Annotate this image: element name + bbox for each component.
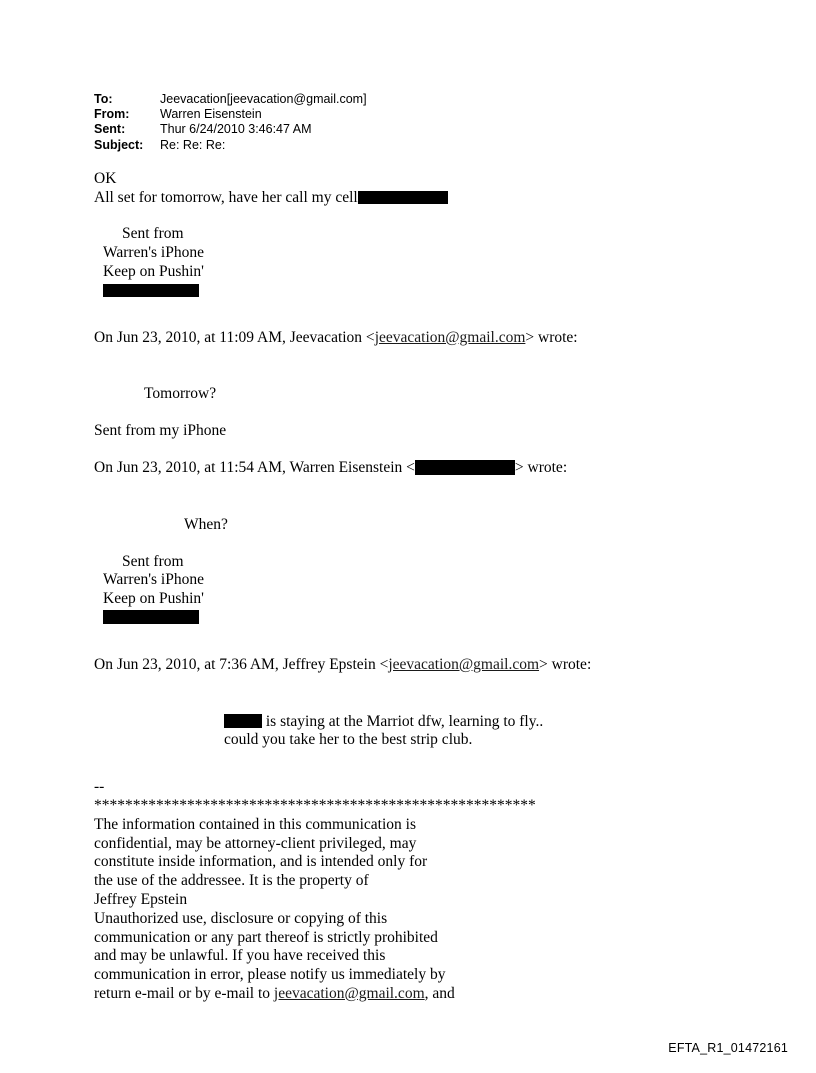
- disclaimer-block: [94, 816, 734, 1004]
- disclaimer-line: Unauthorized use, disclosure or copying of this: [94, 909, 388, 927]
- disclaimer-last-post: , and: [424, 984, 455, 1002]
- signature-block-2: [94, 553, 734, 628]
- quote-header-3-email[interactable]: jeevacation@gmail.com: [388, 655, 540, 673]
- redaction-box-email-2: [415, 460, 515, 475]
- header-row-from: [94, 107, 734, 122]
- header-label-to: To:: [94, 92, 113, 106]
- quote-header-3-pre: On Jun 23, 2010, at 7:36 AM, Jeffrey Epstein <: [94, 655, 389, 673]
- body-line-all-set: [94, 189, 734, 208]
- signature-1-line-1: Sent from: [122, 225, 184, 243]
- header-row-to: [94, 92, 734, 107]
- quote-header-1-post: > wrote:: [525, 328, 578, 346]
- sent-from-iphone: Sent from my iPhone: [94, 422, 227, 440]
- redaction-box-name: [224, 714, 262, 728]
- quote-header-1: [94, 329, 734, 348]
- header-row-sent: [94, 122, 734, 137]
- quote-header-1-email[interactable]: jeevacation@gmail.com: [374, 328, 526, 346]
- body-line-all-set-text: All set for tomorrow, have her call my cell: [94, 188, 358, 206]
- quote-header-1-pre: On Jun 23, 2010, at 11:09 AM, Jeevacation <: [94, 328, 375, 346]
- signature-1-line-3: Keep on Pushin': [103, 263, 204, 280]
- disclaimer-line: Jeffrey Epstein: [94, 890, 188, 908]
- disclaimer-line: the use of the addressee. It is the property of: [94, 872, 369, 890]
- header-value-sent: Thur 6/24/2010 3:46:47 AM: [160, 122, 312, 137]
- quote-header-2-pre: On Jun 23, 2010, at 11:54 AM, Warren Eisenstein <: [94, 458, 415, 476]
- redaction-box-phone: [358, 191, 448, 204]
- email-content: [94, 92, 734, 1004]
- header-label-from: From:: [94, 107, 130, 122]
- email-header: [94, 92, 734, 153]
- disclaimer-line-last: [94, 985, 734, 1004]
- quoted-message-3-line-2: could you take her to the best strip club.: [224, 731, 473, 749]
- disclaimer-line: communication in error, please notify us immediately by: [94, 966, 446, 984]
- disclaimer-email-link[interactable]: jeevacation@gmail.com: [273, 984, 425, 1002]
- signature-1-line-2: Warren's iPhone: [103, 244, 204, 262]
- signature-block-1: [94, 225, 734, 300]
- body-line-ok: OK: [94, 169, 117, 187]
- header-row-subject: [94, 138, 734, 153]
- header-label-sent: Sent:: [94, 122, 126, 137]
- header-value-to: Jeevacation[jeevacation@gmail.com]: [160, 92, 367, 106]
- quote-header-3-post: > wrote:: [539, 655, 592, 673]
- redaction-box-signature-2: [103, 610, 199, 624]
- disclaimer-line: confidential, may be attorney-client privileged, may: [94, 834, 417, 852]
- signature-2-line-2: Warren's iPhone: [103, 571, 204, 589]
- quoted-message-2: When?: [184, 515, 228, 533]
- header-value-from: Warren Eisenstein: [160, 107, 262, 122]
- disclaimer-line: constitute inside information, and is intended only for: [94, 853, 428, 871]
- disclaimer-line: and may be unlawful. If you have received this: [94, 947, 386, 965]
- quote-header-2: [94, 459, 734, 478]
- document-bates-number: EFTA_R1_01472161: [668, 1041, 788, 1055]
- redaction-box-signature-1: [103, 284, 199, 297]
- quoted-message-1: Tomorrow?: [144, 385, 217, 403]
- signature-2-line-3: Keep on Pushin': [103, 590, 204, 608]
- email-body: [94, 170, 734, 1004]
- disclaimer-line: communication or any part thereof is strictly prohibited: [94, 928, 438, 946]
- header-value-subject: Re: Re: Re:: [160, 137, 226, 152]
- signature-1-redaction: [94, 282, 734, 301]
- disclaimer-line: The information contained in this communication is: [94, 815, 416, 833]
- quote-header-3: [94, 656, 734, 675]
- quote-header-2-post: > wrote:: [514, 458, 568, 476]
- signature-2-line-1: Sent from: [122, 552, 184, 570]
- quoted-message-3-text: is staying at the Marriot dfw, learning to fly..: [265, 712, 544, 730]
- quoted-message-3-line-1: [94, 713, 734, 732]
- header-label-subject: Subject:: [94, 137, 144, 152]
- signature-dashes: --: [94, 778, 105, 796]
- signature-2-redaction: [94, 609, 734, 628]
- disclaimer-divider: *********************************************************: [94, 796, 536, 814]
- disclaimer-last-pre: return e-mail or by e-mail to: [94, 984, 274, 1002]
